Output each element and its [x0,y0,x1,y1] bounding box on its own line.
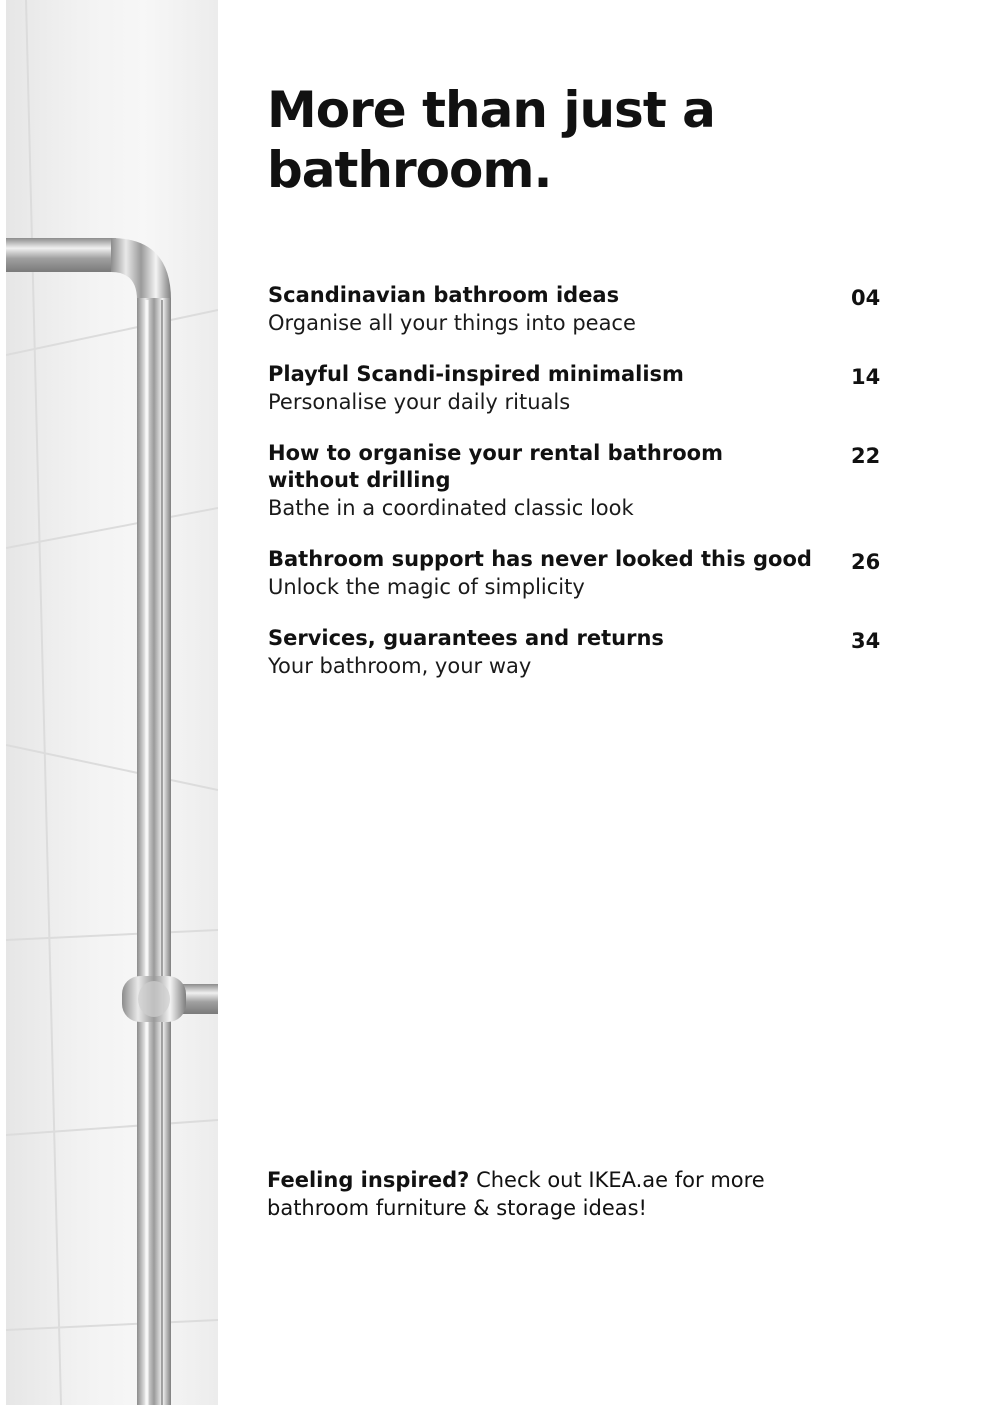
bathroom-photo [6,0,218,1405]
toc-entry[interactable] [268,440,888,523]
toc-heading: Playful Scandi-inspired minimalism [268,362,684,386]
toc-subtitle: Bathe in a coordinated classic look [268,496,634,520]
toc-heading: How to organise your rental bathroom without drilling [268,441,723,492]
toc-subtitle: Your bathroom, your way [268,654,532,678]
toc-entry[interactable] [268,282,888,338]
footer-text: Check out IKEA.ae for more bathroom furniture & storage ideas! [267,1168,765,1220]
toc-page-number: 34 [851,629,881,653]
toc-subtitle: Unlock the magic of simplicity [268,575,585,599]
footer-lead: Feeling inspired? [267,1168,470,1192]
toc-subtitle: Organise all your things into peace [268,311,636,335]
toc-subtitle: Personalise your daily rituals [268,390,571,414]
toc-page-number: 14 [851,365,881,389]
chrome-towel-rail-image [6,0,218,1405]
toc-entry[interactable] [268,361,888,417]
table-of-contents [268,282,888,704]
toc-page-number: 22 [851,444,881,468]
toc-entry[interactable] [268,546,888,602]
toc-heading: Bathroom support has never looked this good [268,547,812,571]
page-title: More than just a bathroom. [267,81,715,199]
toc-page-number: 26 [851,550,881,574]
toc-heading: Services, guarantees and returns [268,626,664,650]
toc-heading: Scandinavian bathroom ideas [268,283,620,307]
footer-note [267,1166,827,1222]
toc-entry[interactable] [268,625,888,681]
toc-page-number: 04 [851,286,881,310]
